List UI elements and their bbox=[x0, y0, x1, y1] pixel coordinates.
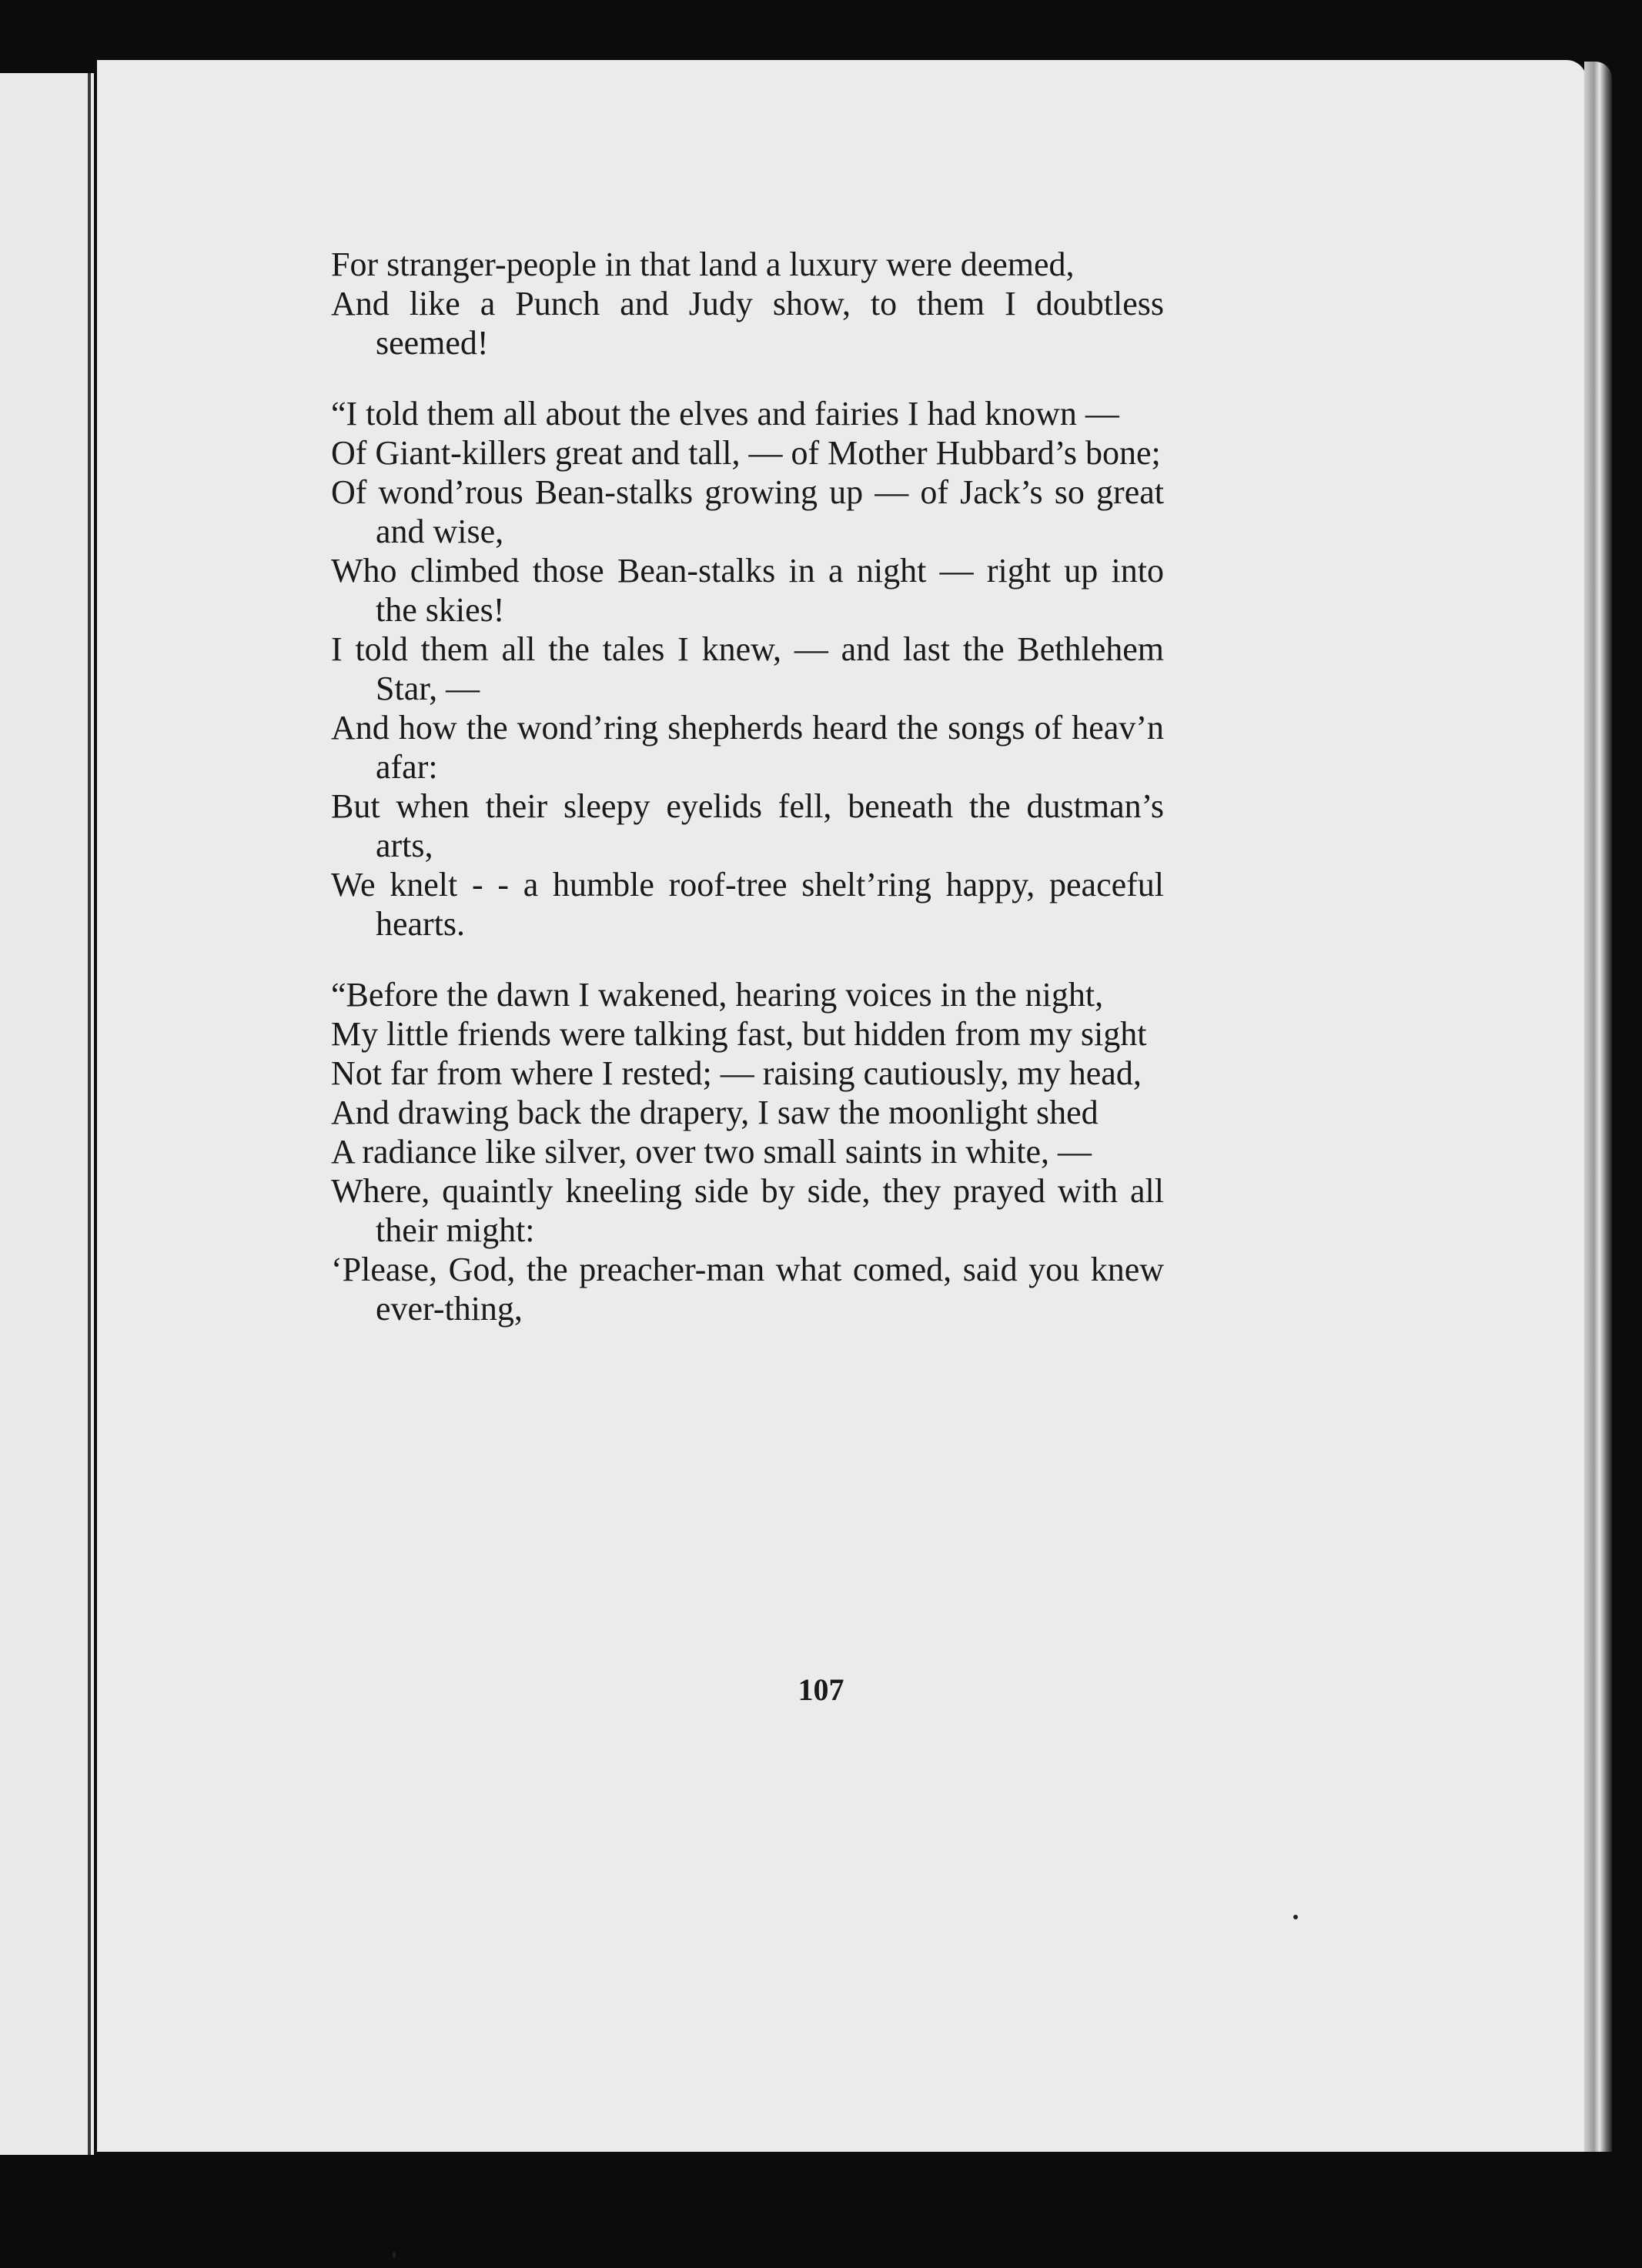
stanza bbox=[331, 245, 1164, 362]
poem-line: And like a Punch and Judy show, to them I doubtless seemed! bbox=[331, 285, 1164, 362]
dust-speck bbox=[393, 2252, 396, 2258]
left-page-gutter bbox=[88, 73, 91, 2155]
stanza bbox=[331, 394, 1164, 944]
page-number: 107 bbox=[798, 1672, 844, 1707]
poem-line: I told them all the tales I knew, — and last the Bethlehem Star, — bbox=[331, 630, 1164, 707]
poem-line: “I told them all about the elves and fairies I had known — bbox=[331, 395, 1119, 433]
poem-line: Not far from where I rested; — raising cautiously, my head, bbox=[331, 1054, 1142, 1092]
poem-line: For stranger-people in that land a luxury were deemed, bbox=[331, 246, 1075, 283]
page-edge-curl bbox=[1584, 62, 1612, 2152]
left-page-edge bbox=[0, 73, 94, 2155]
poem-line: A radiance like silver, over two small saints in white, — bbox=[331, 1133, 1092, 1171]
poem-line: My little friends were talking fast, but hidden from my sight bbox=[331, 1015, 1147, 1053]
poem-text bbox=[331, 245, 1164, 1328]
poem-line: Of Giant-killers great and tall, — of Mother Hubbard’s bone; bbox=[331, 434, 1161, 472]
poem-line: ‘Please, God, the preacher-man what comed, said you knew ever-thing, bbox=[331, 1251, 1164, 1328]
dust-speck bbox=[1293, 1915, 1298, 1919]
poem-line: Where, quaintly kneeling side by side, they prayed with all their might: bbox=[331, 1172, 1164, 1249]
poem-line: Of wond’rous Bean-stalks growing up — of Jack’s so great and wise, bbox=[331, 473, 1164, 550]
poem-line: We knelt - - a humble roof-tree shelt’ring happy, peaceful hearts. bbox=[331, 866, 1164, 943]
poem-line: But when their sleepy eyelids fell, beneath the dustman’s arts, bbox=[331, 787, 1164, 864]
poem-line: “Before the dawn I wakened, hearing voices in the night, bbox=[331, 976, 1104, 1014]
poem-line: Who climbed those Bean-stalks in a night — right up into the skies! bbox=[331, 552, 1164, 629]
stanza bbox=[331, 975, 1164, 1328]
poem-line: And drawing back the drapery, I saw the moonlight shed bbox=[331, 1094, 1099, 1131]
poem-line: And how the wond’ring shepherds heard the songs of heav’n afar: bbox=[331, 709, 1164, 786]
